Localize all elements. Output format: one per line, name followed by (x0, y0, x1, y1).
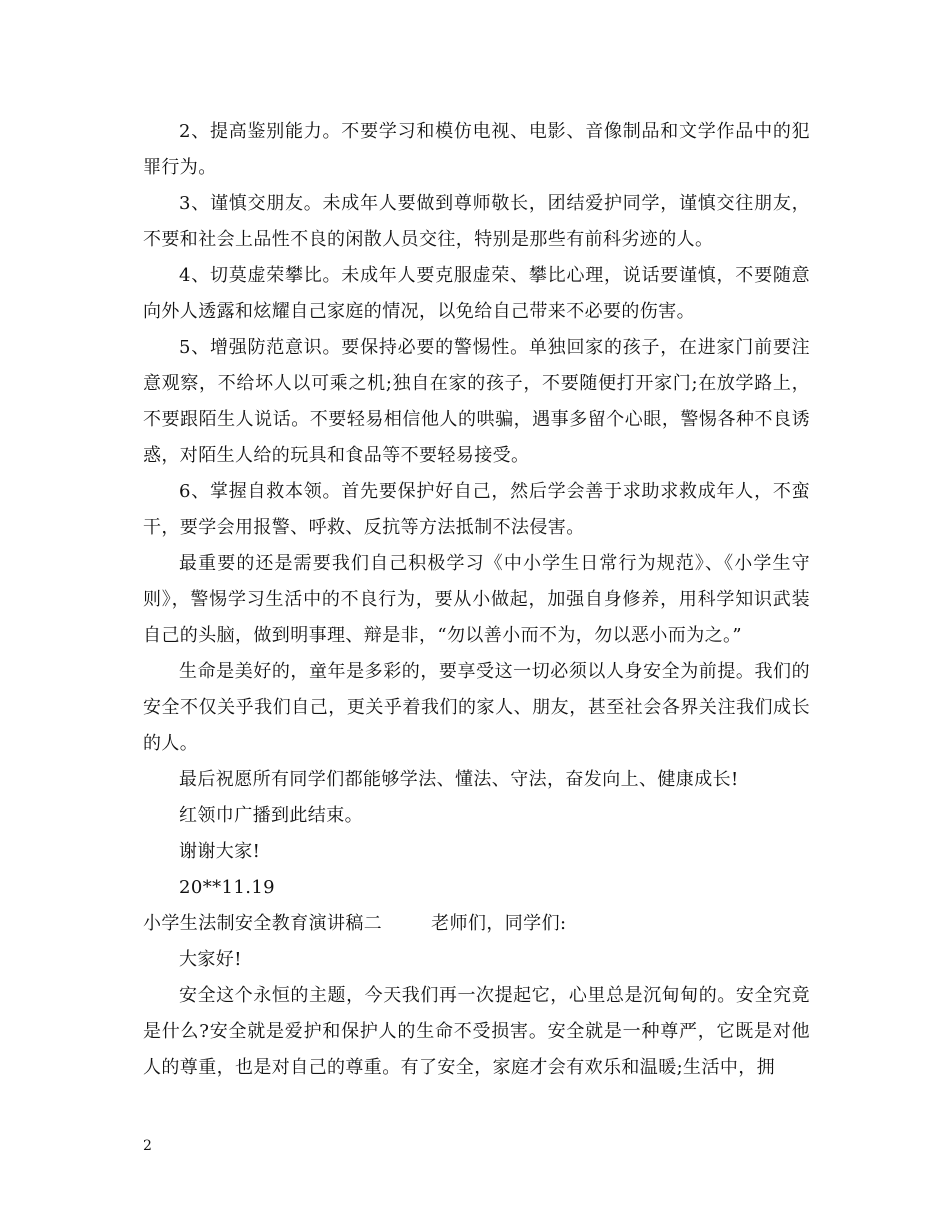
paragraph-point-5: 5、增强防范意识。要保持必要的警惕性。单独回家的孩子，在进家门前要注意观察，不给坏人以可乘之机;独自在家的孩子，不要随便打开家门;在放学路上，不要跟陌生人说话。不要轻易相信他人的哄骗，遇事多留个心眼，警惕各种不良诱惑，对陌生人给的玩具和食品等不要轻易接受。 (143, 337, 810, 466)
paragraph-best-wishes: 最后祝愿所有同学们都能够学法、懂法、守法，奋发向上、健康成长! (179, 769, 739, 790)
paragraph-broadcast-end: 红领巾广播到此结束。 (179, 805, 363, 826)
paragraph-most-important: 最重要的还是需要我们自己积极学习《中小学生日常行为规范》、《小学生守则》，警惕学习生活中的不良行为，要从小做起，加强自身修养，用科学知识武装自己的头脑，做到明事理、辩是非，“勿以善小而不为，勿以恶小而为之。” (143, 553, 810, 646)
document-body (143, 114, 810, 1086)
paragraph-point-4: 4、切莫虚荣攀比。未成年人要克服虚荣、攀比心理，说话要谨慎，不要随意向外人透露和炫耀自己家庭的情况，以免给自己带来不必要的伤害。 (143, 265, 810, 322)
paragraph-thanks: 谢谢大家! (179, 841, 261, 862)
paragraph-date: 20**11.19 (179, 877, 276, 898)
page-number: 2 (143, 1138, 152, 1154)
paragraph-point-3: 3、谨慎交朋友。未成年人要做到尊师敬长，团结爱护同学，谨慎交往朋友，不要和社会上品性不良的闲散人员交往，特别是那些有前科劣迹的人。 (143, 193, 810, 250)
paragraph-greeting: 大家好! (179, 949, 242, 970)
paragraph-safety-theme: 安全这个永恒的主题，今天我们再一次提起它，心里总是沉甸甸的。安全究竟是什么?安全就是爱护和保护人的生命不受损害。安全就是一种尊严，它既是对他人的尊重，也是对自己的尊重。有了安全，家庭才会有欢乐和温暖;生活中，拥 (143, 985, 810, 1078)
paragraph-point-6: 6、掌握自救本领。首先要保护好自己，然后学会善于求助求救成年人，不蛮干，要学会用报警、呼救、反抗等方法抵制不法侵害。 (143, 481, 810, 538)
paragraph-point-2: 2、提高鉴别能力。不要学习和模仿电视、电影、音像制品和文学作品中的犯罪行为。 (143, 121, 810, 178)
section-heading: 小学生法制安全教育演讲稿二 老师们，同学们: (143, 913, 567, 934)
paragraph-life-is-beautiful: 生命是美好的，童年是多彩的，要享受这一切必须以人身安全为前提。我们的安全不仅关乎我们自己，更关乎着我们的家人、朋友，甚至社会各界关注我们成长的人。 (143, 661, 810, 754)
